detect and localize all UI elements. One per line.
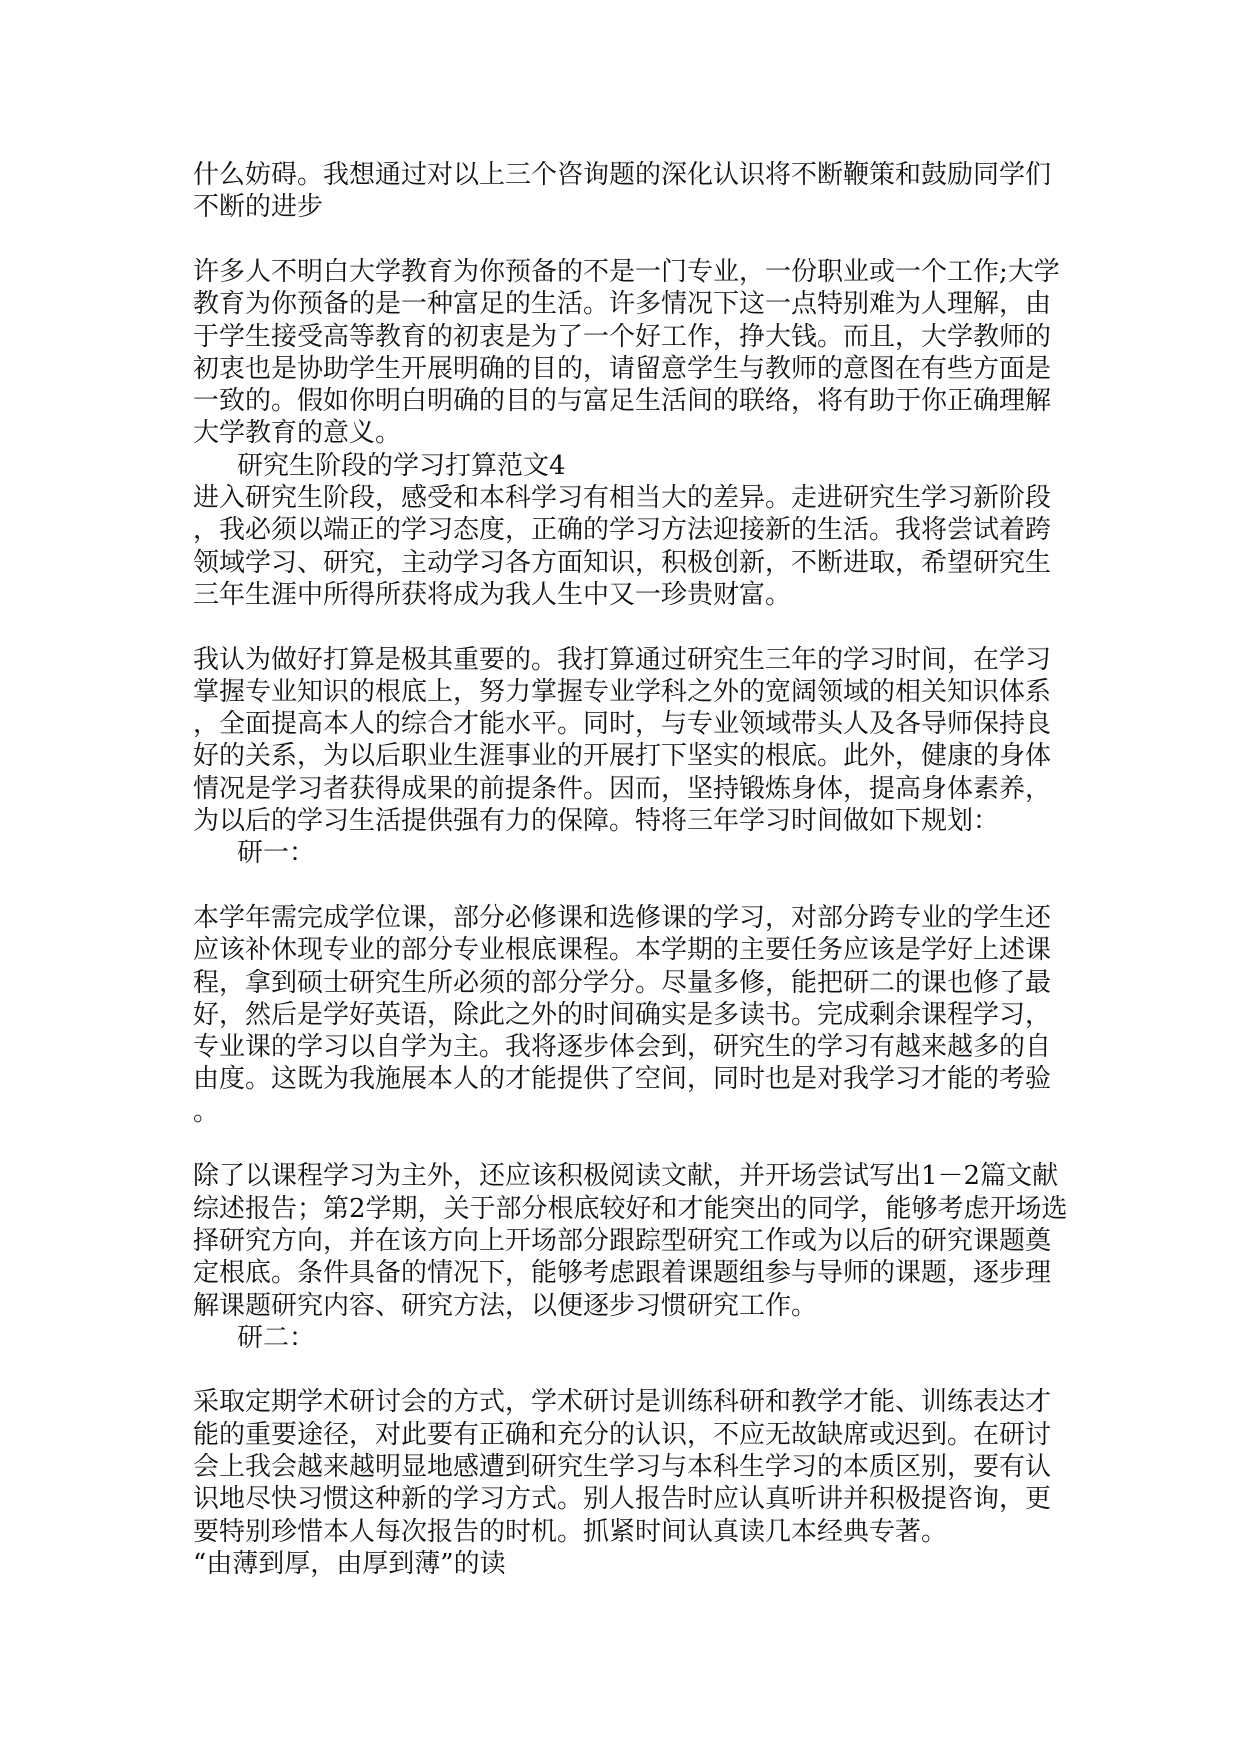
text-line: 程，拿到硕士研究生所必须的部分学分。尽量多修，能把研二的课也修了最 [193,967,1052,998]
text-line: 不断的进步 [193,192,324,223]
text-line: 三年生涯中所得所获将成为我人生中又一珍贵财富。 [193,579,792,610]
text-line: 应该补休现专业的部分专业根底课程。本学期的主要任务应该是学好上述课 [193,935,1052,966]
text-line: 初衷也是协助学生开展明确的目的，请留意学生与教师的意图在有些方面是 [193,353,1052,384]
text-line: “由薄到厚，由厚到薄”的读 [193,1548,506,1579]
text-line: 为以后的学习生活提供强有力的保障。特将三年学习时间做如下规划： [193,806,1000,836]
text-line: 采取定期学术研讨会的方式，学术研讨是训练科研和教学才能、训练表达才 [193,1387,1052,1418]
text-line: 专业课的学习以自学为主。我将逐步体会到，研究生的学习有越来越多的自 [193,1032,1052,1063]
text-line: 我认为做好打算是极其重要的。我打算通过研究生三年的学习时间，在学习 [193,644,1052,675]
text-line: 识地尽快习惯这种新的学习方式。别人报告时应认真听讲并积极提咨询，更 [193,1484,1052,1515]
text-line: 能的重要途径，对此要有正确和充分的认识，不应无故缺席或迟到。在研讨 [193,1419,1052,1450]
section-heading: 研究生阶段的学习打算范文4 [237,450,566,481]
text-line: 什么妨碍。我想通过对以上三个咨询题的深化认识将不断鞭策和鼓励同学们 [193,160,1052,190]
section-heading: 研二： [237,1322,316,1353]
text-line: 掌握专业知识的根底上，努力掌握专业学科之外的宽阔领域的相关知识体系 [193,676,1052,707]
text-line: 由度。这既为我施展本人的才能提供了空间，同时也是对我学习才能的考验 [193,1064,1052,1095]
text-line: 领域学习、研究，主动学习各方面知识，积极创新，不断进取，希望研究生 [193,547,1052,578]
text-line: 解课题研究内容、研究方法，以便逐步习惯研究工作。 [193,1290,818,1321]
text-line: 择研究方向，并在该方向上开场部分跟踪型研究工作或为以后的研究课题奠 [193,1225,1052,1256]
text-line: 教育为你预备的是一种富足的生活。许多情况下这一点特别难为人理解，由 [193,289,1052,320]
text-line: 。 [193,1096,220,1127]
text-line: ，全面提高本人的综合才能水平。同时，与专业领域带头人及各导师保持良 [193,709,1052,740]
text-line: 于学生接受高等教育的初衷是为了一个好工作，挣大钱。而且，大学教师的 [193,321,1052,352]
section-heading: 研一： [237,838,316,869]
text-line: 定根底。条件具备的情况下，能够考虑跟着课题组参与导师的课题，逐步理 [193,1258,1052,1289]
text-line: 大学教育的意义。 [193,418,402,449]
text-line: 进入研究生阶段，感受和本科学习有相当大的差异。走进研究生学习新阶段 [193,483,1052,513]
text-line: 综述报告；第2学期，关于部分根底较好和才能突出的同学，能够考虑开场选 [193,1193,1068,1224]
text-line: 会上我会越来越明显地感遭到研究生学习与本科生学习的本质区别，要有认 [193,1452,1052,1482]
text-line: 情况是学习者获得成果的前提条件。因而，坚持锻炼身体，提高身体素养， [193,773,1052,804]
text-line: ，我必须以端正的学习态度，正确的学习方法迎接新的生活。我将尝试着跨 [193,515,1052,546]
text-line: 要特别珍惜本人每次报告的时机。抓紧时间认真读几本经典专著。 [193,1516,948,1547]
text-line: 好，然后是学好英语，除此之外的时间确实是多读书。完成剩余课程学习， [193,999,1052,1030]
text-line: 许多人不明白大学教育为你预备的不是一门专业，一份职业或一个工作;大学 [193,256,1060,287]
text-line: 除了以课程学习为主外，还应该积极阅读文献，并开场尝试写出1－2篇文献 [193,1161,1059,1192]
text-line: 一致的。假如你明白明确的目的与富足生活间的联络，将有助于你正确理解 [193,386,1052,417]
text-line: 好的关系，为以后职业生涯事业的开展打下坚实的根底。此外，健康的身体 [193,741,1052,772]
text-line: 本学年需完成学位课，部分必修课和选修课的学习，对部分跨专业的学生还 [193,902,1052,933]
